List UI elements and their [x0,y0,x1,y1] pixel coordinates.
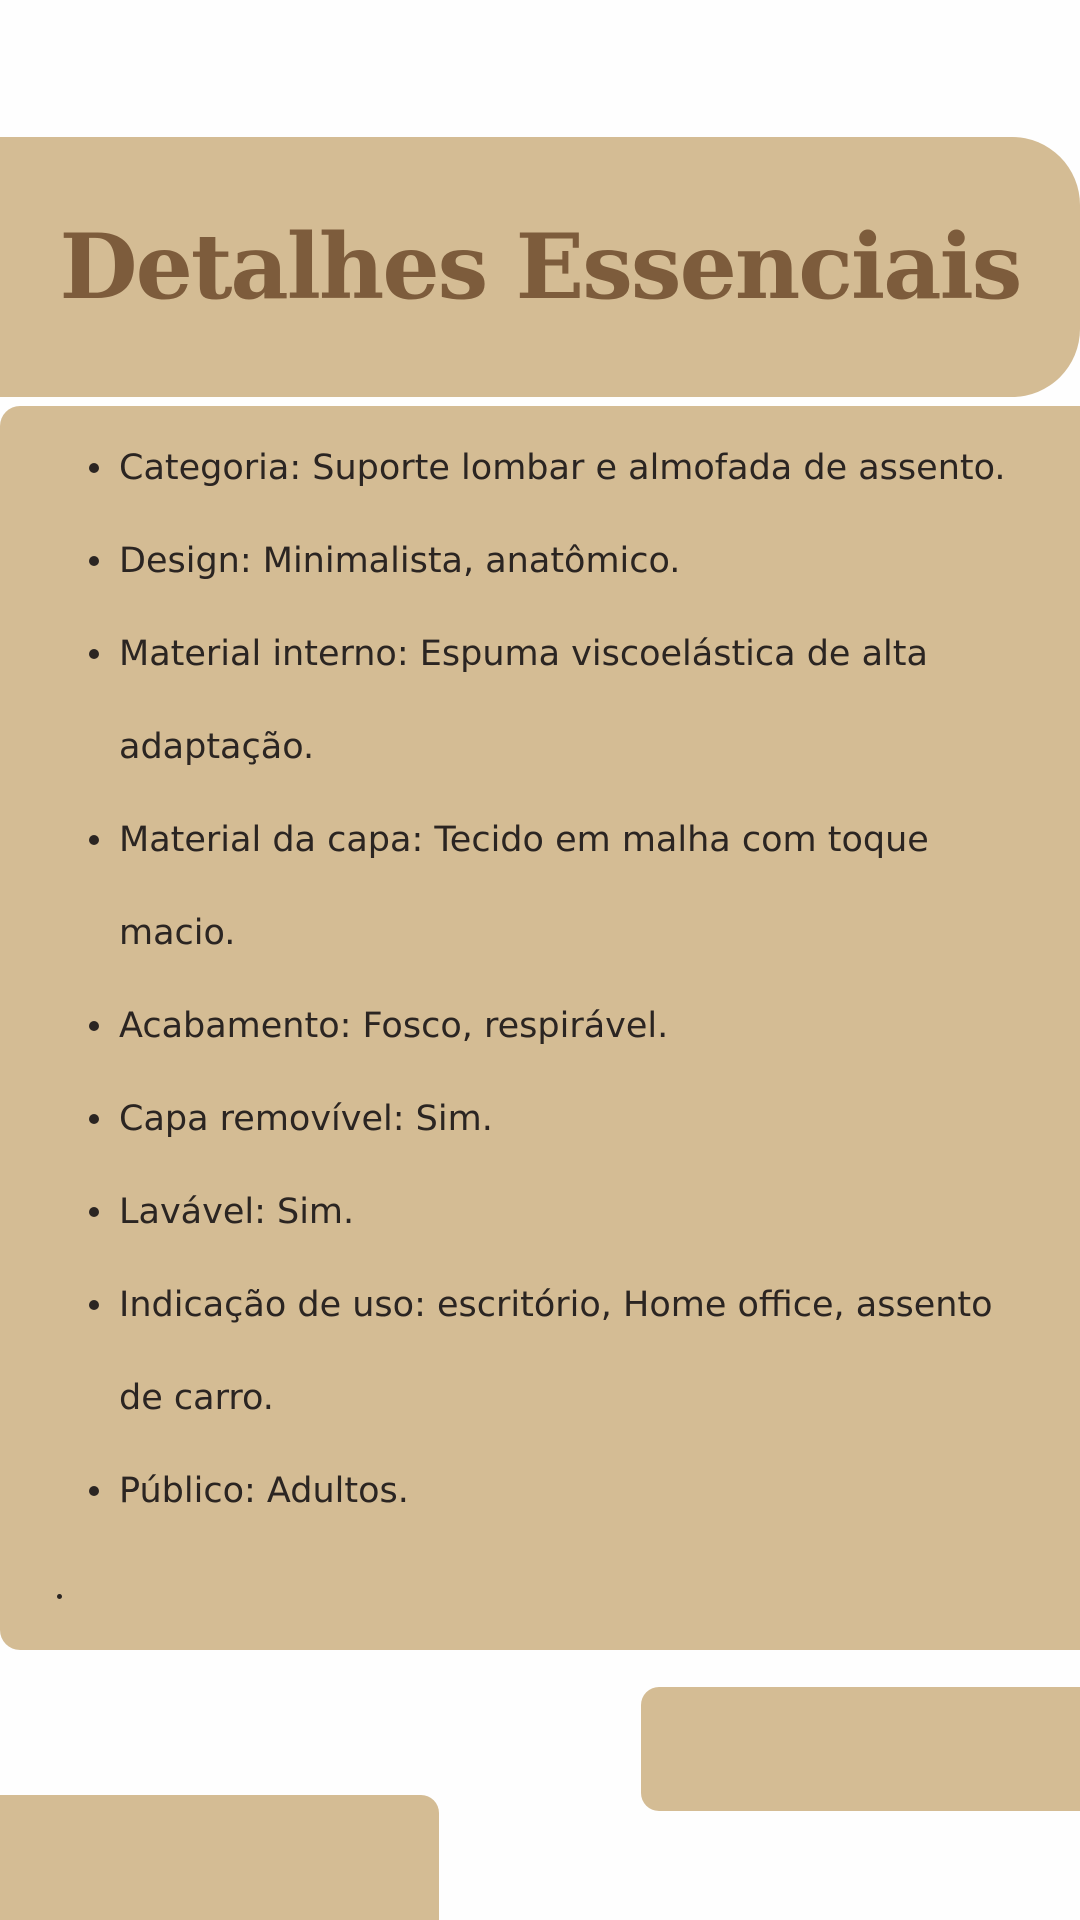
details-list [119,422,1019,1538]
detail-item-category: Categoria: Suporte lombar e almofada de assento. [119,422,1019,515]
detail-item-finish: Acabamento: Fosco, respirável. [119,980,1019,1073]
detail-item-design: Design: Minimalista, anatômico. [119,515,1019,608]
decorative-block-left [0,1795,439,1920]
trailing-dot-mark [57,1594,62,1599]
detail-item-inner-material: Material interno: Espuma viscoelástica de alta adaptação. [119,608,1019,794]
detail-item-removable-cover: Capa removível: Sim. [119,1073,1019,1166]
detail-item-audience: Público: Adultos. [119,1445,1019,1538]
page-title: Detalhes Essenciais [59,214,1021,320]
detail-item-cover-material: Material da capa: Tecido em malha com toque macio. [119,794,1019,980]
decorative-block-right [641,1687,1080,1811]
detail-item-washable: Lavável: Sim. [119,1166,1019,1259]
detail-item-usage: Indicação de uso: escritório, Home office, assento de carro. [119,1259,1019,1445]
